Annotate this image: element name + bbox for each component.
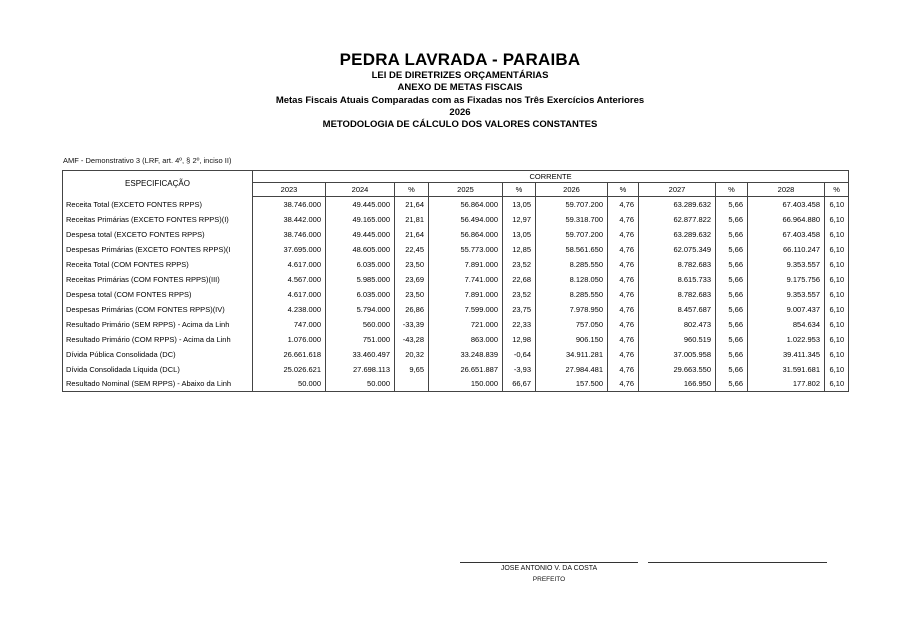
cell-value: 59.318.700 bbox=[536, 212, 608, 227]
cell-value: 4,76 bbox=[608, 347, 639, 362]
table-row bbox=[63, 302, 849, 317]
col-header-pct-5: % bbox=[825, 183, 849, 197]
cell-value: 6,10 bbox=[825, 332, 849, 347]
cell-value: 4,76 bbox=[608, 362, 639, 377]
cell-value: 27.984.481 bbox=[536, 362, 608, 377]
cell-value: 26,86 bbox=[395, 302, 429, 317]
row-label: Despesa total (EXCETO FONTES RPPS) bbox=[66, 229, 205, 239]
cell-value: 751.000 bbox=[326, 332, 395, 347]
col-header-2027: 2027 bbox=[639, 183, 716, 197]
cell-value: 721.000 bbox=[429, 317, 503, 332]
cell-value: 157.500 bbox=[536, 377, 608, 392]
cell-value: 8.285.550 bbox=[536, 287, 608, 302]
col-header-pct-3: % bbox=[608, 183, 639, 197]
cell-value: 4.617.000 bbox=[253, 287, 326, 302]
cell-value: 49.445.000 bbox=[326, 227, 395, 242]
spec-header: ESPECIFICAÇÃO bbox=[63, 171, 253, 197]
subtitle-anexo: ANEXO DE METAS FISCAIS bbox=[397, 82, 523, 94]
cell-value: 4,76 bbox=[608, 377, 639, 392]
cell-value: 8.128.050 bbox=[536, 272, 608, 287]
table-row bbox=[63, 362, 849, 377]
cell-value: 26.651.887 bbox=[429, 362, 503, 377]
cell-value: 67.403.458 bbox=[748, 227, 825, 242]
cell-value: 4,76 bbox=[608, 197, 639, 212]
cell-value: 6,10 bbox=[825, 257, 849, 272]
cell-value: 4.567.000 bbox=[253, 272, 326, 287]
cell-value: 177.802 bbox=[748, 377, 825, 392]
cell-value: 20,32 bbox=[395, 347, 429, 362]
cell-value: 25.026.621 bbox=[253, 362, 326, 377]
cell-value: 560.000 bbox=[326, 317, 395, 332]
subtitle-metas: Metas Fiscais Atuais Comparadas com as Fixadas nos Três Exercícios Anteriores bbox=[275, 94, 645, 106]
cell-value: 37.005.958 bbox=[639, 347, 716, 362]
cell-value: 7.741.000 bbox=[429, 272, 503, 287]
cell-value: 7.891.000 bbox=[429, 287, 503, 302]
table-row bbox=[63, 332, 849, 347]
cell-value: 59.707.200 bbox=[536, 197, 608, 212]
cell-value: 6,10 bbox=[825, 197, 849, 212]
cell-value: 39.411.345 bbox=[748, 347, 825, 362]
cell-value: 6,10 bbox=[825, 272, 849, 287]
cell-value: 27.698.113 bbox=[326, 362, 395, 377]
cell-value: 6,10 bbox=[825, 347, 849, 362]
cell-value: 8.615.733 bbox=[639, 272, 716, 287]
row-label: Resultado Primário (COM RPPS) - Acima da Linh bbox=[66, 334, 231, 344]
cell-value: 63.289.632 bbox=[639, 227, 716, 242]
cell-value: 9.353.557 bbox=[748, 257, 825, 272]
signature-name: JOSE ANTONIO V. DA COSTA bbox=[500, 565, 598, 572]
cell-value: 56.864.000 bbox=[429, 227, 503, 242]
col-header-2028: 2028 bbox=[748, 183, 825, 197]
cell-value: 6,10 bbox=[825, 377, 849, 392]
col-header-2026: 2026 bbox=[536, 183, 608, 197]
cell-value: 1.076.000 bbox=[253, 332, 326, 347]
row-label: Despesas Primárias (EXCETO FONTES RPPS)(I bbox=[66, 244, 231, 254]
cell-value: 13,05 bbox=[503, 227, 536, 242]
cell-value: 21,81 bbox=[395, 212, 429, 227]
cell-value: 22,45 bbox=[395, 242, 429, 257]
cell-value: 56.864.000 bbox=[429, 197, 503, 212]
cell-value: 66.964.880 bbox=[748, 212, 825, 227]
cell-value: 4,76 bbox=[608, 317, 639, 332]
cell-value: 5,66 bbox=[716, 197, 748, 212]
row-label: Receita Total (COM FONTES RPPS) bbox=[66, 259, 189, 269]
cell-value: 23,69 bbox=[395, 272, 429, 287]
cell-value: 38.442.000 bbox=[253, 212, 326, 227]
row-label: Dívida Pública Consolidada (DC) bbox=[66, 349, 176, 359]
document-header bbox=[20, 50, 900, 131]
group-header-row bbox=[63, 171, 849, 183]
cell-value: 23,52 bbox=[503, 257, 536, 272]
cell-value: 58.561.650 bbox=[536, 242, 608, 257]
table-row bbox=[63, 377, 849, 392]
cell-value: 9.353.557 bbox=[748, 287, 825, 302]
cell-value: 4,76 bbox=[608, 332, 639, 347]
cell-value: 863.000 bbox=[429, 332, 503, 347]
row-label: Despesa total (COM FONTES RPPS) bbox=[66, 289, 192, 299]
row-label: Receita Total (EXCETO FONTES RPPS) bbox=[66, 199, 203, 209]
cell-value: 21,64 bbox=[395, 197, 429, 212]
cell-value: 23,50 bbox=[395, 257, 429, 272]
group-header-corrente: CORRENTE bbox=[253, 171, 849, 183]
signature-role: PREFEITO bbox=[532, 576, 566, 583]
cell-value: 6,10 bbox=[825, 362, 849, 377]
cell-value: 4,76 bbox=[608, 272, 639, 287]
cell-value: 22,33 bbox=[503, 317, 536, 332]
table-row bbox=[63, 197, 849, 212]
cell-value: 12,97 bbox=[503, 212, 536, 227]
cell-value: 6,10 bbox=[825, 212, 849, 227]
cell-value: 5,66 bbox=[716, 212, 748, 227]
cell-value: 56.494.000 bbox=[429, 212, 503, 227]
cell-value: 50.000 bbox=[253, 377, 326, 392]
cell-value: 21,64 bbox=[395, 227, 429, 242]
cell-value: 9.175.756 bbox=[748, 272, 825, 287]
table-row bbox=[63, 242, 849, 257]
cell-value: -43,28 bbox=[395, 332, 429, 347]
col-header-2025: 2025 bbox=[429, 183, 503, 197]
cell-value: 5.794.000 bbox=[326, 302, 395, 317]
table-row bbox=[63, 287, 849, 302]
cell-value: 26.661.618 bbox=[253, 347, 326, 362]
cell-value: 906.150 bbox=[536, 332, 608, 347]
cell-value: 7.599.000 bbox=[429, 302, 503, 317]
subtitle-metodologia: METODOLOGIA DE CÁLCULO DOS VALORES CONSTANTES bbox=[322, 119, 598, 131]
cell-value: 9.007.437 bbox=[748, 302, 825, 317]
cell-value: 67.403.458 bbox=[748, 197, 825, 212]
col-header-2024: 2024 bbox=[326, 183, 395, 197]
cell-value: 33.248.839 bbox=[429, 347, 503, 362]
cell-value: 8.285.550 bbox=[536, 257, 608, 272]
cell-value: 6,10 bbox=[825, 242, 849, 257]
year-label: 2026 bbox=[449, 106, 471, 118]
cell-value: 5,66 bbox=[716, 332, 748, 347]
cell-value: 960.519 bbox=[639, 332, 716, 347]
cell-value: 4,76 bbox=[608, 242, 639, 257]
cell-value: 5,66 bbox=[716, 347, 748, 362]
table-row bbox=[63, 347, 849, 362]
cell-value: 150.000 bbox=[429, 377, 503, 392]
cell-value: 38.746.000 bbox=[253, 227, 326, 242]
table-row bbox=[63, 272, 849, 287]
cell-value bbox=[395, 377, 429, 392]
row-label: Resultado Nominal (SEM RPPS) - Abaixo da Linh bbox=[66, 379, 232, 389]
cell-value: 8.457.687 bbox=[639, 302, 716, 317]
cell-value: 4.238.000 bbox=[253, 302, 326, 317]
cell-value: 34.911.281 bbox=[536, 347, 608, 362]
cell-value: 854.634 bbox=[748, 317, 825, 332]
table-row bbox=[63, 317, 849, 332]
cell-value: 33.460.497 bbox=[326, 347, 395, 362]
cell-value: 50.000 bbox=[326, 377, 395, 392]
cell-value: 4,76 bbox=[608, 227, 639, 242]
cell-value: 7.978.950 bbox=[536, 302, 608, 317]
cell-value: 5,66 bbox=[716, 257, 748, 272]
signature-line-right bbox=[648, 562, 827, 563]
cell-value: 66.110.247 bbox=[748, 242, 825, 257]
row-label: Receitas Primárias (EXCETO FONTES RPPS)(I) bbox=[66, 214, 229, 224]
cell-value: 62.877.822 bbox=[639, 212, 716, 227]
cell-value: 37.695.000 bbox=[253, 242, 326, 257]
cell-value: 23,75 bbox=[503, 302, 536, 317]
cell-value: 12,85 bbox=[503, 242, 536, 257]
cell-value: 23,52 bbox=[503, 287, 536, 302]
cell-value: -0,64 bbox=[503, 347, 536, 362]
row-label: Receitas Primárias (COM FONTES RPPS)(III) bbox=[66, 274, 220, 284]
cell-value: 62.075.349 bbox=[639, 242, 716, 257]
cell-value: 8.782.683 bbox=[639, 287, 716, 302]
subtitle-lei: LEI DE DIRETRIZES ORÇAMENTÁRIAS bbox=[371, 70, 549, 81]
cell-value: 55.773.000 bbox=[429, 242, 503, 257]
cell-value: 6,10 bbox=[825, 227, 849, 242]
cell-value: 6,10 bbox=[825, 302, 849, 317]
col-header-pct-1: % bbox=[395, 183, 429, 197]
cell-value: 5,66 bbox=[716, 242, 748, 257]
cell-value: -3,93 bbox=[503, 362, 536, 377]
cell-value: 5,66 bbox=[716, 287, 748, 302]
amf-caption: AMF - Demonstrativo 3 (LRF, art. 4º, § 2º, inciso II) bbox=[63, 156, 232, 165]
cell-value: 9,65 bbox=[395, 362, 429, 377]
cell-value: 757.050 bbox=[536, 317, 608, 332]
fiscal-table bbox=[62, 170, 849, 392]
cell-value: 4,76 bbox=[608, 287, 639, 302]
cell-value: 802.473 bbox=[639, 317, 716, 332]
cell-value: 5,66 bbox=[716, 302, 748, 317]
cell-value: 29.663.550 bbox=[639, 362, 716, 377]
cell-value: 747.000 bbox=[253, 317, 326, 332]
table-row bbox=[63, 257, 849, 272]
cell-value: 6.035.000 bbox=[326, 257, 395, 272]
signature-line-left bbox=[460, 562, 638, 563]
cell-value: 5.985.000 bbox=[326, 272, 395, 287]
cell-value: 22,68 bbox=[503, 272, 536, 287]
cell-value: 12,98 bbox=[503, 332, 536, 347]
row-label: Resultado Primário (SEM RPPS) - Acima da Linh bbox=[66, 319, 230, 329]
cell-value: 38.746.000 bbox=[253, 197, 326, 212]
cell-value: 6,10 bbox=[825, 287, 849, 302]
cell-value: 59.707.200 bbox=[536, 227, 608, 242]
col-header-2023: 2023 bbox=[253, 183, 326, 197]
table-body bbox=[63, 197, 849, 392]
cell-value: 4.617.000 bbox=[253, 257, 326, 272]
cell-value: 4,76 bbox=[608, 212, 639, 227]
page-title: PEDRA LAVRADA - PARAIBA bbox=[339, 50, 581, 69]
cell-value: 48.605.000 bbox=[326, 242, 395, 257]
cell-value: 13,05 bbox=[503, 197, 536, 212]
cell-value: 5,66 bbox=[716, 377, 748, 392]
cell-value: 6,10 bbox=[825, 317, 849, 332]
table-row bbox=[63, 227, 849, 242]
cell-value: 6.035.000 bbox=[326, 287, 395, 302]
cell-value: 31.591.681 bbox=[748, 362, 825, 377]
cell-value: 5,66 bbox=[716, 362, 748, 377]
cell-value: 1.022.953 bbox=[748, 332, 825, 347]
cell-value: 5,66 bbox=[716, 317, 748, 332]
col-header-pct-2: % bbox=[503, 183, 536, 197]
row-label: Dívida Consolidada Líquida (DCL) bbox=[66, 364, 180, 374]
cell-value: 4,76 bbox=[608, 302, 639, 317]
cell-value: 49.165.000 bbox=[326, 212, 395, 227]
row-label: Despesas Primárias (COM FONTES RPPS)(IV) bbox=[66, 304, 225, 314]
cell-value: 5,66 bbox=[716, 227, 748, 242]
table-row bbox=[63, 212, 849, 227]
cell-value: 166.950 bbox=[639, 377, 716, 392]
cell-value: 4,76 bbox=[608, 257, 639, 272]
cell-value: -33,39 bbox=[395, 317, 429, 332]
cell-value: 66,67 bbox=[503, 377, 536, 392]
cell-value: 8.782.683 bbox=[639, 257, 716, 272]
cell-value: 7.891.000 bbox=[429, 257, 503, 272]
cell-value: 49.445.000 bbox=[326, 197, 395, 212]
cell-value: 23,50 bbox=[395, 287, 429, 302]
col-header-pct-4: % bbox=[716, 183, 748, 197]
cell-value: 63.289.632 bbox=[639, 197, 716, 212]
cell-value: 5,66 bbox=[716, 272, 748, 287]
